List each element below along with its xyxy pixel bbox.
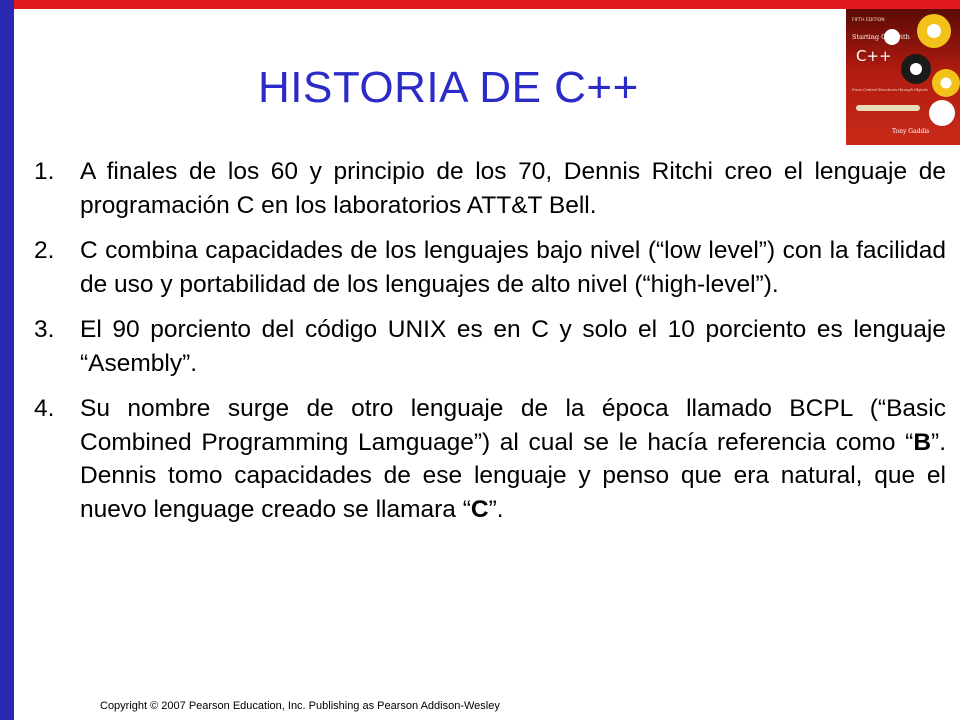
left-accent-bar [0,0,14,720]
item-number: 1. [34,158,55,185]
item-number: 2. [34,237,55,264]
billiard-balls-illustration [846,9,960,145]
cover-title-line: Starting Out with [852,33,910,41]
item-text: C combina capacidades de los lenguajes bajo nivel (“low level”) con la facilidad de uso y portabilidad de los lenguajes de alto nivel (“high-level”). [80,237,946,298]
slide-title: HISTORIA DE C++ [258,63,639,112]
list-item [34,392,946,526]
cover-subtitle: From Control Structures through Objects [852,88,928,92]
cover-title-big: C++ [856,47,892,65]
list-item [34,313,946,380]
cover-author: Tony Gaddis [892,128,930,135]
item-text: El 90 porciento del código UNIX es en C y solo el 10 porciento es lenguaje “Asembly”. [80,316,946,377]
item-number: 3. [34,316,55,343]
list-item [34,155,946,222]
history-list [34,155,946,538]
item-text-part: ”. Dennis tomo capacidades de ese lenguaje y penso que era natural, que el nuevo lenguage creado se llamara “ [80,428,946,523]
bold-letter-b: B [913,428,932,456]
copyright-notice: Copyright © 2007 Pearson Education, Inc. Publishing as Pearson Addison-Wesley [100,700,500,712]
item-text [80,392,946,526]
item-text: A finales de los 60 y principio de los 70, Dennis Ritchi creo el lenguaje de programación C en los laboratorios ATT&T Bell. [80,158,946,219]
book-cover-image [846,9,960,145]
list-item [34,234,946,301]
top-accent-bar [0,0,960,9]
item-text-part: Su nombre surge de otro lenguaje de la época llamado BCPL (“Basic Combined Programming Lamguage”) al cual se le hacía referencia como “ [80,395,946,456]
bold-letter-c: C [470,495,489,523]
item-number: 4. [34,395,55,422]
item-text-part: ”. [488,495,504,523]
cover-edition: FIFTH EDITION [852,18,885,23]
